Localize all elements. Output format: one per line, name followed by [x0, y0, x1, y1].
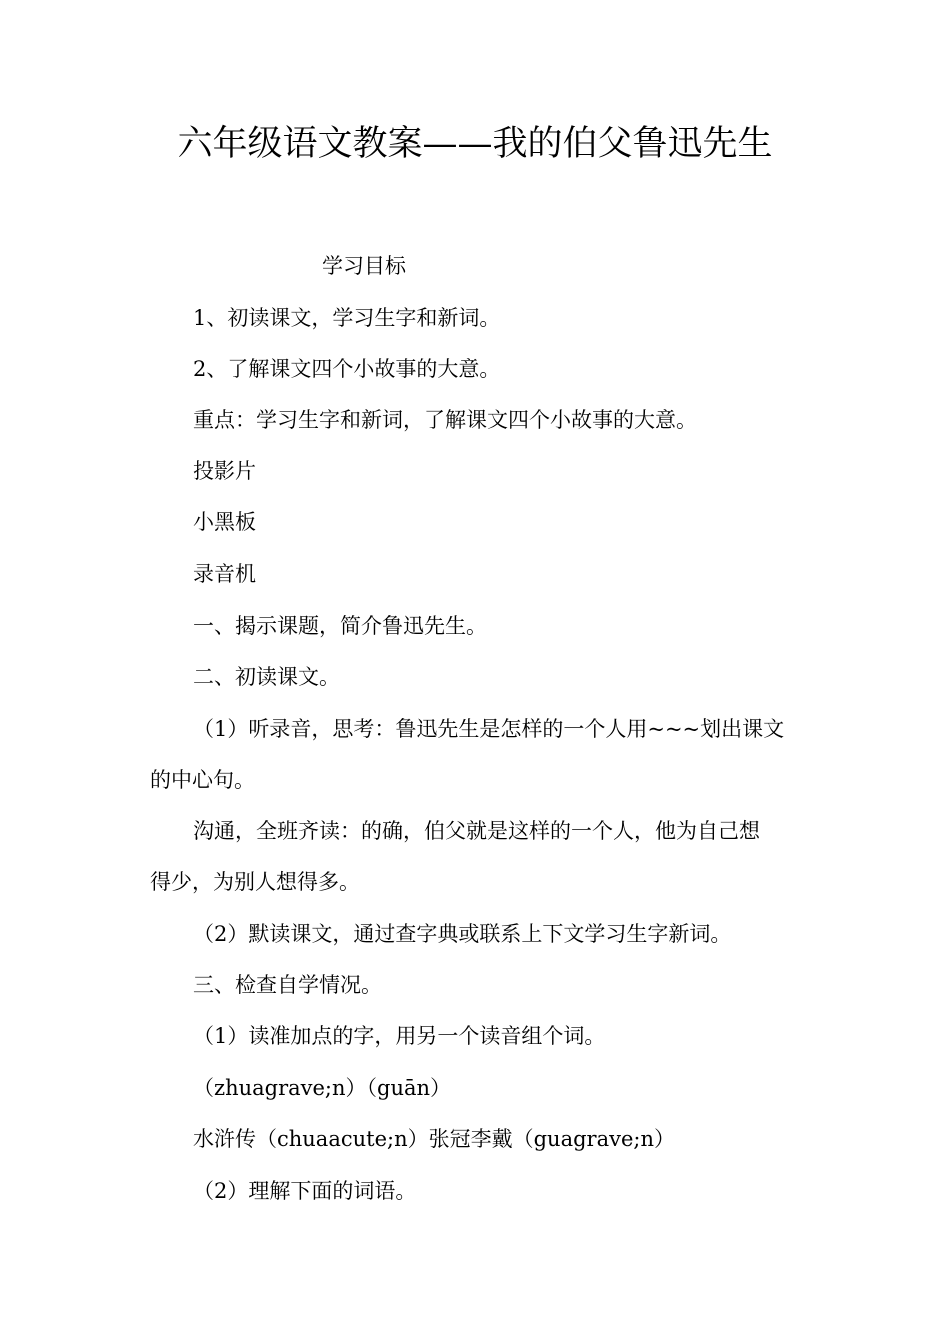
page-title: 六年级语文教案——我的伯父鲁迅先生	[177, 124, 773, 164]
paragraph: 二、初读课文。	[193, 665, 340, 689]
paragraph-continuation: 得少，为别人想得多。	[150, 870, 360, 894]
paragraph-continuation: 的中心句。	[150, 768, 255, 792]
paragraph: （1）读准加点的字，用另一个读音组个词。	[193, 1024, 606, 1048]
section-heading: 学习目标	[322, 254, 406, 278]
paragraph: 投影片	[193, 459, 256, 483]
paragraph: 沟通，全班齐读：的确，伯父就是这样的一个人，他为自己想	[193, 819, 760, 843]
paragraph: （2）默读课文，通过查字典或联系上下文学习生字新词。	[193, 922, 732, 946]
paragraph: 小黑板	[193, 510, 256, 534]
paragraph: （zhuagrave;n）（guān）	[193, 1076, 452, 1100]
paragraph: 1、初读课文，学习生字和新词。	[193, 306, 501, 330]
paragraph: 2、了解课文四个小故事的大意。	[193, 357, 501, 381]
paragraph: 水浒传（chuaacute;n）张冠李戴（guagrave;n）	[193, 1127, 675, 1151]
paragraph: 重点：学习生字和新词，了解课文四个小故事的大意。	[193, 408, 697, 432]
paragraph: （2）理解下面的词语。	[193, 1179, 417, 1203]
paragraph: （1）听录音，思考：鲁迅先生是怎样的一个人用~~~划出课文	[193, 717, 785, 741]
paragraph: 一、揭示课题，简介鲁迅先生。	[193, 614, 487, 638]
paragraph: 录音机	[193, 562, 256, 586]
paragraph: 三、检查自学情况。	[193, 973, 382, 997]
